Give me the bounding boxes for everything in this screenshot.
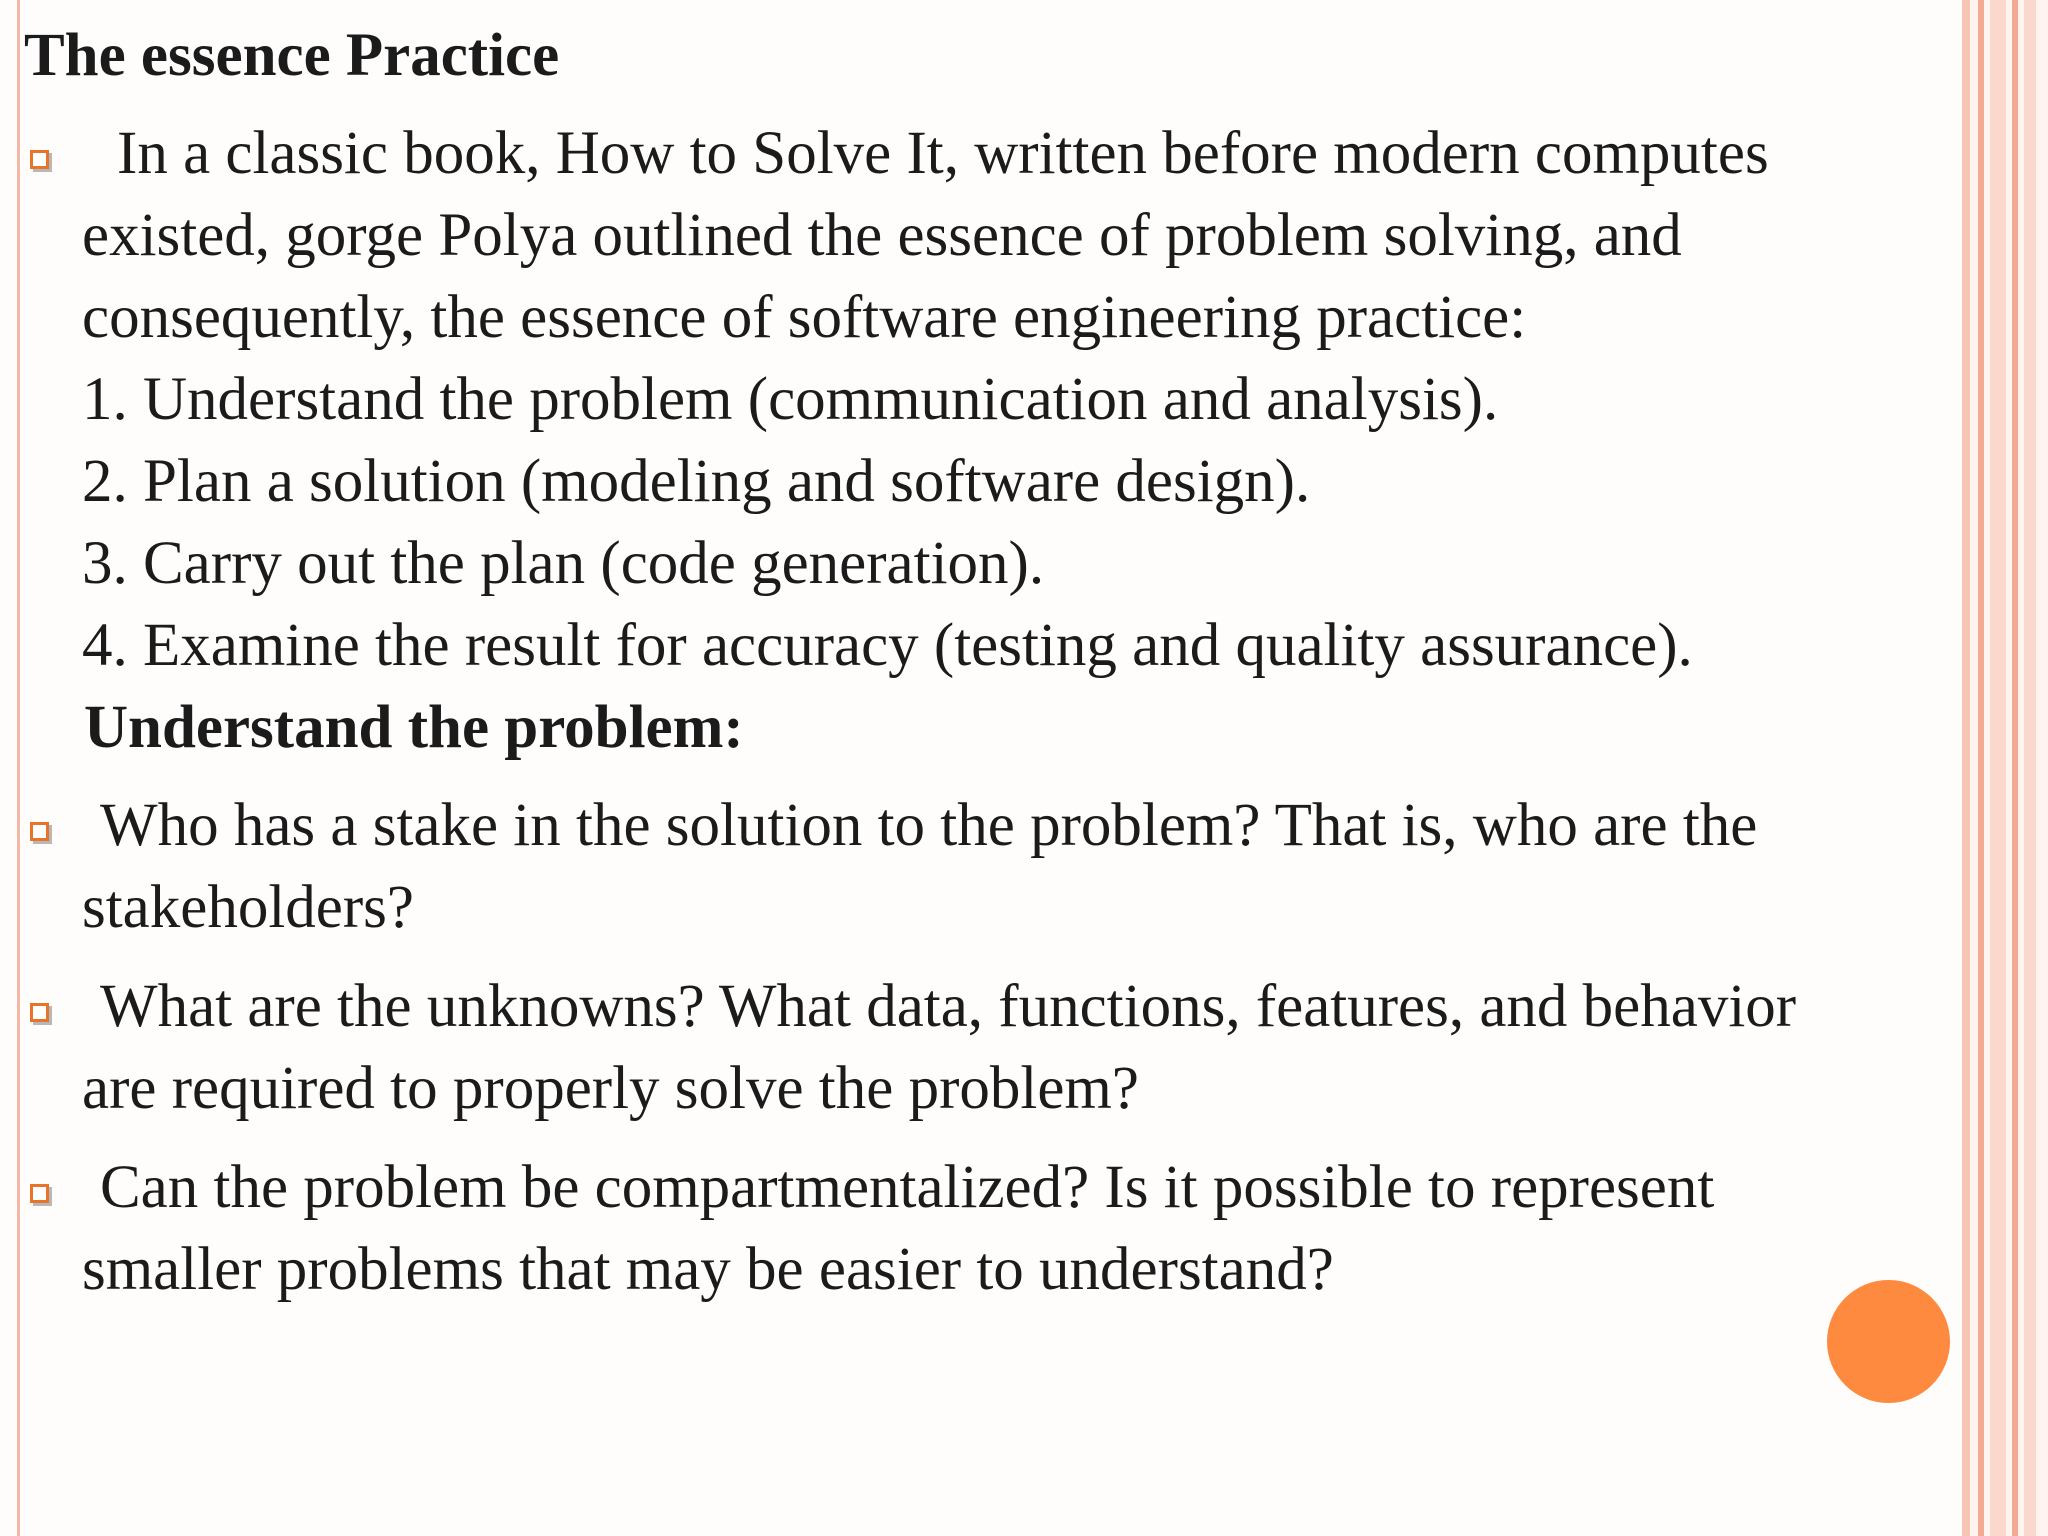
step-item: 4. Examine the result for accuracy (testing and quality assurance). [82,612,1693,679]
orange-circle-decoration [1827,1280,1950,1403]
question-line: What are the unknowns? What data, functions, features, and behavior [100,973,1797,1040]
step-item: 2. Plan a solution (modeling and software design). [82,448,1311,515]
question-line: stakeholders? [82,874,414,941]
square-bullet-icon [30,822,49,841]
square-bullet-icon [30,1184,49,1203]
question-line: Can the problem be compartmentalized? Is it possible to represent [100,1154,1715,1221]
square-bullet-icon [30,150,49,169]
right-frame-stripe [1990,0,2006,1536]
intro-line: In a classic book, How to Solve It, written before modern computes [117,120,1769,187]
right-frame-stripe [2024,0,2036,1536]
question-line: Who has a stake in the solution to the problem? That is, who are the [100,792,1758,859]
section-subheading: Understand the problem: [84,694,744,761]
right-frame-stripe [1962,0,1970,1536]
question-line: are required to properly solve the problem? [82,1055,1139,1122]
step-item: 1. Understand the problem (communication and analysis). [82,366,1499,433]
right-frame-stripe [1978,0,1984,1536]
intro-line: consequently, the essence of software engineering practice: [82,284,1527,351]
right-frame-stripe [2012,0,2018,1536]
square-bullet-icon [30,1003,49,1022]
slide-title: The essence Practice [24,22,560,89]
question-line: smaller problems that may be easier to understand? [82,1236,1334,1303]
intro-line: existed, gorge Polya outlined the essence of problem solving, and [82,202,1682,269]
step-item: 3. Carry out the plan (code generation). [82,530,1045,597]
left-border-line [17,0,20,1536]
